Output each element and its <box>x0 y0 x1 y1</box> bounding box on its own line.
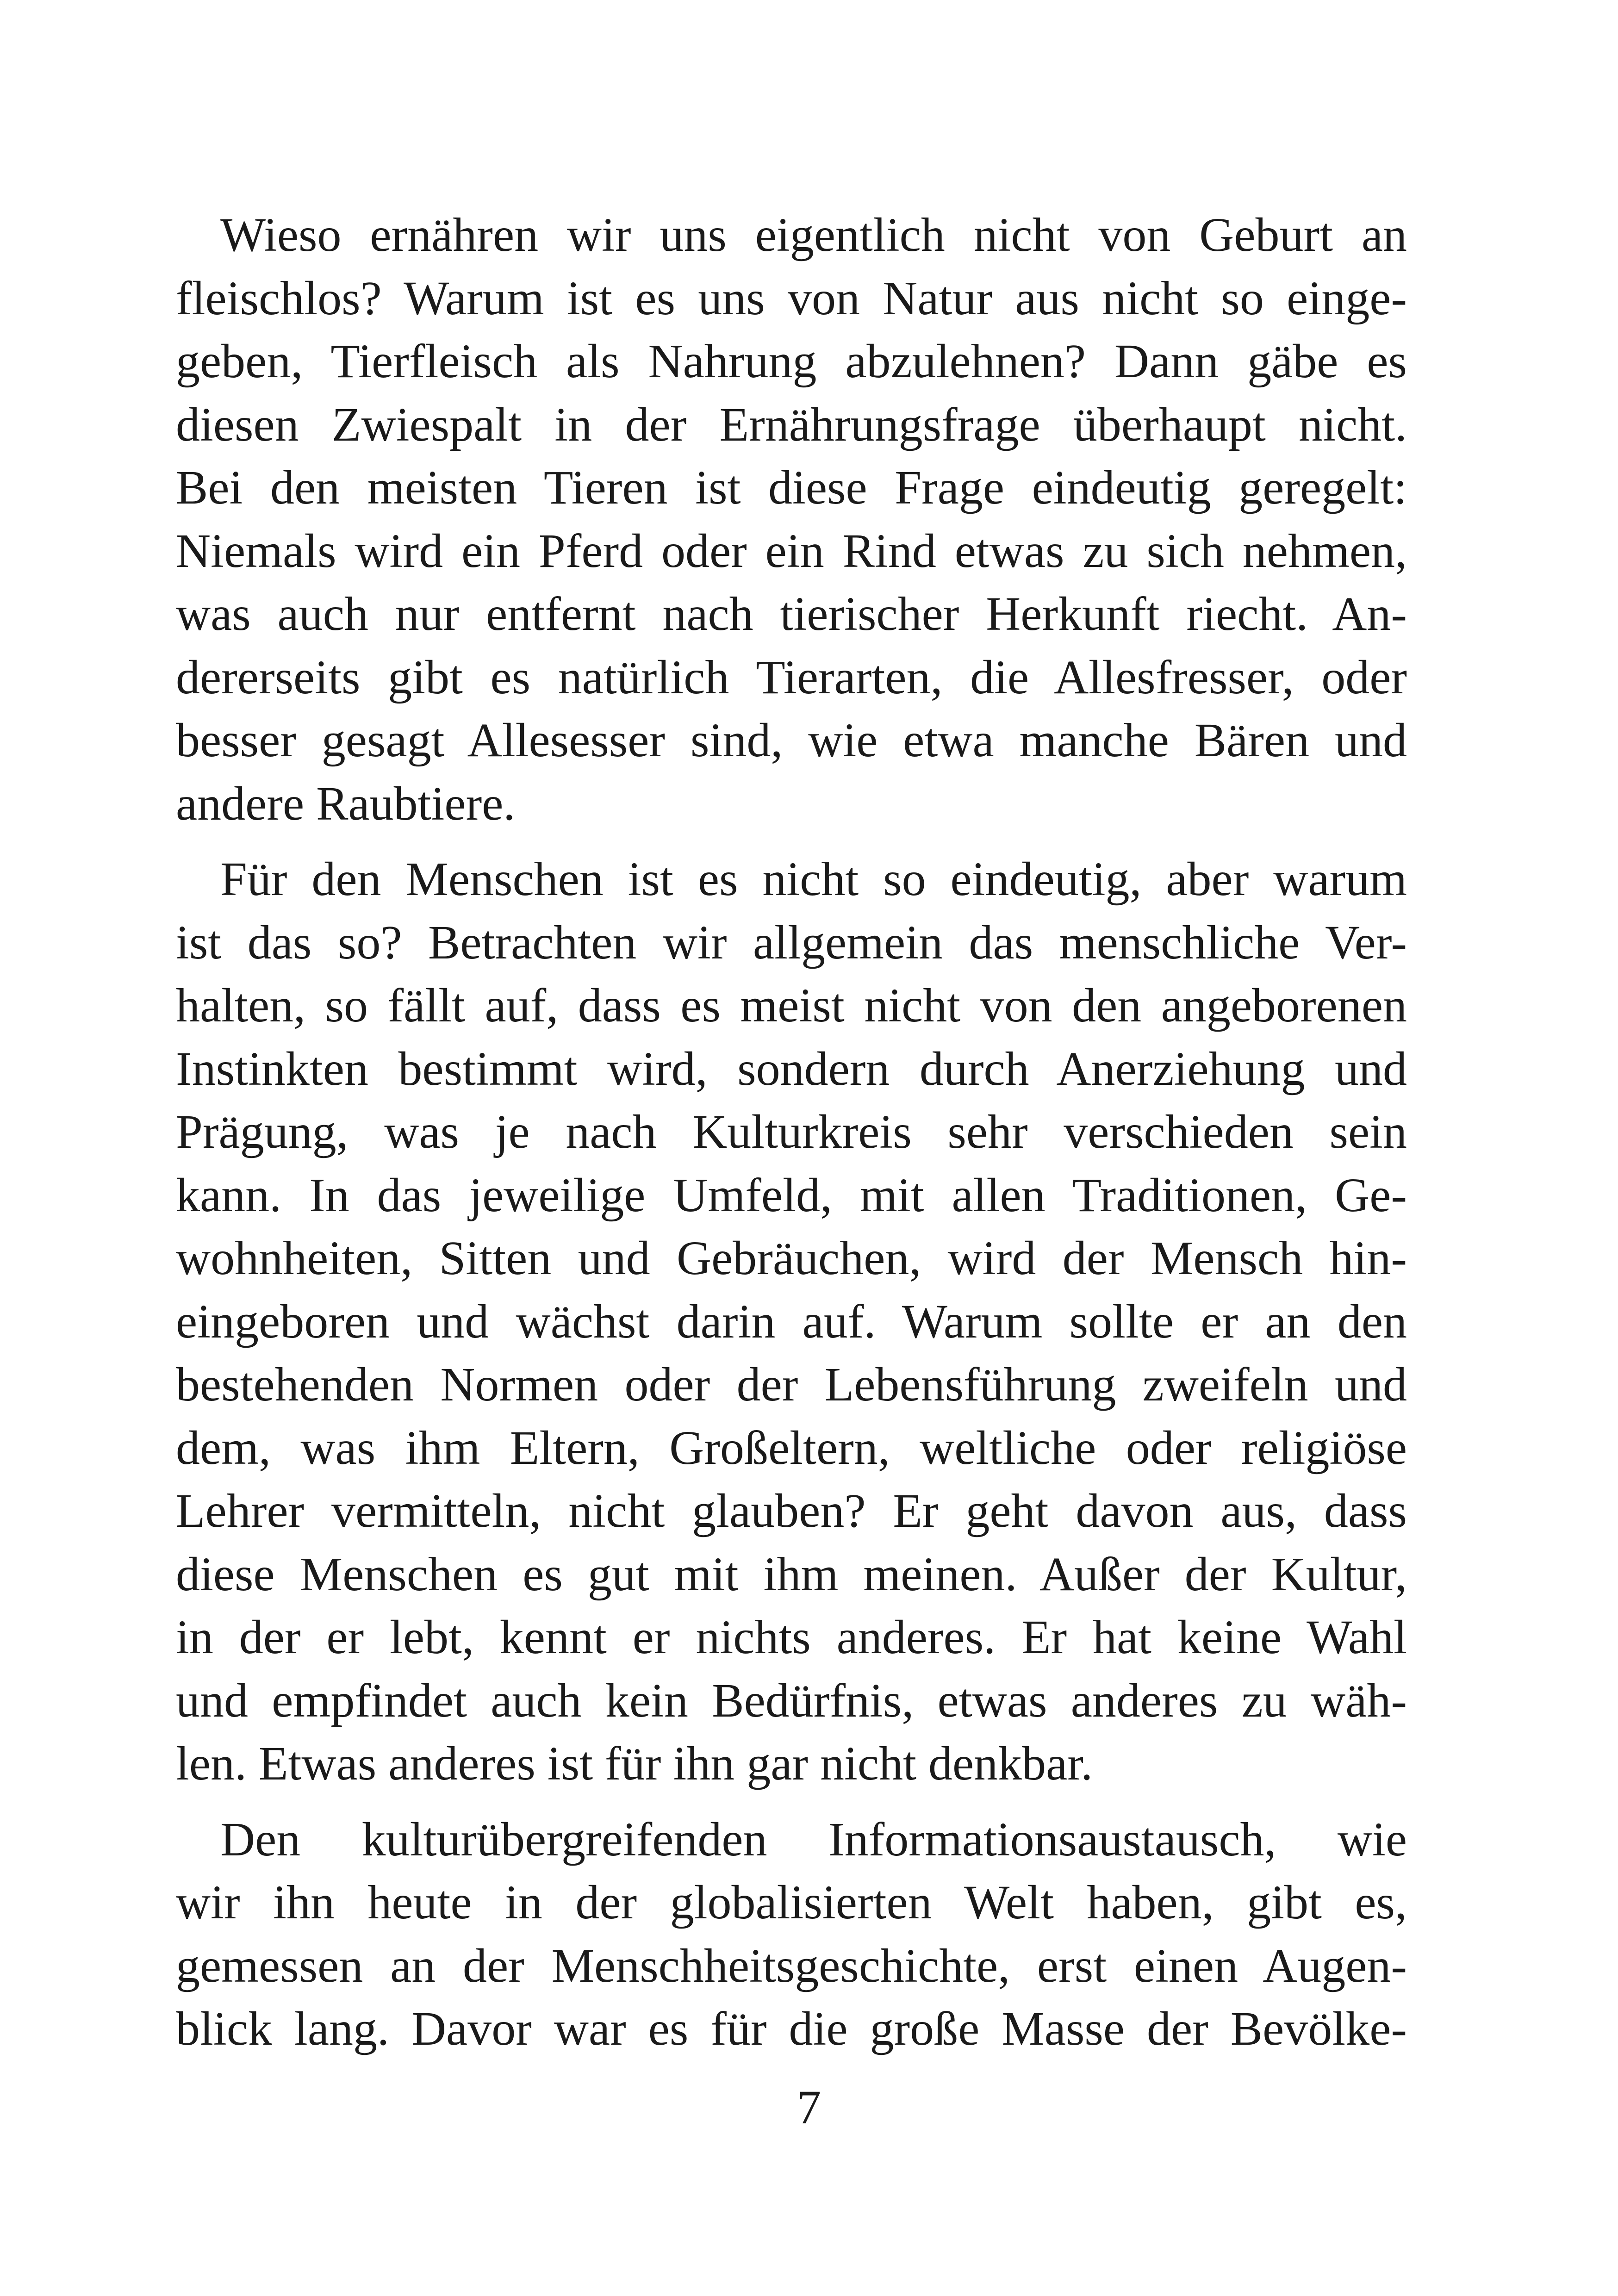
text-line: Prägung, was je nach Kulturkreis sehr verschieden sein <box>176 1105 1407 1158</box>
text-line: dererseits gibt es natürlich Tierarten, die Allesfresser, oder <box>176 650 1407 704</box>
text-line: Instinkten bestimmt wird, sondern durch Anerziehung und <box>176 1042 1407 1095</box>
text-line: dem, was ihm Eltern, Großeltern, weltliche oder religiöse <box>176 1421 1407 1475</box>
text-line: fleischlos? Warum ist es uns von Natur aus nicht so einge- <box>176 271 1407 325</box>
text-line: Bei den meisten Tieren ist diese Frage eindeutig geregelt: <box>176 461 1407 514</box>
text-line: Wieso ernähren wir uns eigentlich nicht von Geburt an <box>220 208 1407 261</box>
text-line: Den kulturübergreifenden Informationsaustausch, wie <box>220 1812 1407 1866</box>
page-number: 7 <box>797 2081 821 2134</box>
text-line: geben, Tierfleisch als Nahrung abzulehnen? Dann gäbe es <box>176 335 1407 388</box>
paragraph-1 <box>176 204 1407 835</box>
body-text <box>176 204 1407 2061</box>
text-line: diesen Zwiespalt in der Ernährungsfrage überhaupt nicht. <box>176 398 1407 451</box>
text-line: andere Raubtiere. <box>176 777 516 830</box>
text-line: und empfindet auch kein Bedürfnis, etwas anderes zu wäh- <box>176 1674 1407 1727</box>
text-line: kann. In das jeweilige Umfeld, mit allen Traditionen, Ge- <box>176 1168 1407 1222</box>
text-line: was auch nur entfernt nach tierischer Herkunft riecht. An- <box>176 587 1407 641</box>
text-line: halten, so fällt auf, dass es meist nicht von den angeborenen <box>176 979 1407 1032</box>
text-line: wohnheiten, Sitten und Gebräuchen, wird der Mensch hin- <box>176 1232 1407 1285</box>
paragraph-2 <box>176 848 1407 1796</box>
text-line: diese Menschen es gut mit ihm meinen. Außer der Kultur, <box>176 1547 1407 1601</box>
text-line: bestehenden Normen oder der Lebensführung zweifeln und <box>176 1358 1407 1411</box>
text-line: eingeboren und wächst darin auf. Warum sollte er an den <box>176 1294 1407 1348</box>
text-line: in der er lebt, kennt er nichts anderes. Er hat keine Wahl <box>176 1611 1407 1664</box>
text-line: blick lang. Davor war es für die große Masse der Bevölke- <box>176 2002 1407 2055</box>
text-line: Lehrer vermitteln, nicht glauben? Er geht davon aus, dass <box>176 1484 1407 1537</box>
text-line: Für den Menschen ist es nicht so eindeutig, aber warum <box>220 852 1407 906</box>
text-line: gemessen an der Menschheitsgeschichte, erst einen Augen- <box>176 1939 1407 1992</box>
text-line: len. Etwas anderes ist für ihn gar nicht denkbar. <box>176 1737 1093 1790</box>
text-line: Niemals wird ein Pferd oder ein Rind etwas zu sich nehmen, <box>176 524 1407 578</box>
paragraph-3 <box>176 1808 1407 2061</box>
text-line: wir ihn heute in der globalisierten Welt haben, gibt es, <box>176 1876 1407 1929</box>
text-line: ist das so? Betrachten wir allgemein das menschliche Ver- <box>176 915 1407 969</box>
text-line: besser gesagt Allesesser sind, wie etwa manche Bären und <box>176 714 1407 767</box>
